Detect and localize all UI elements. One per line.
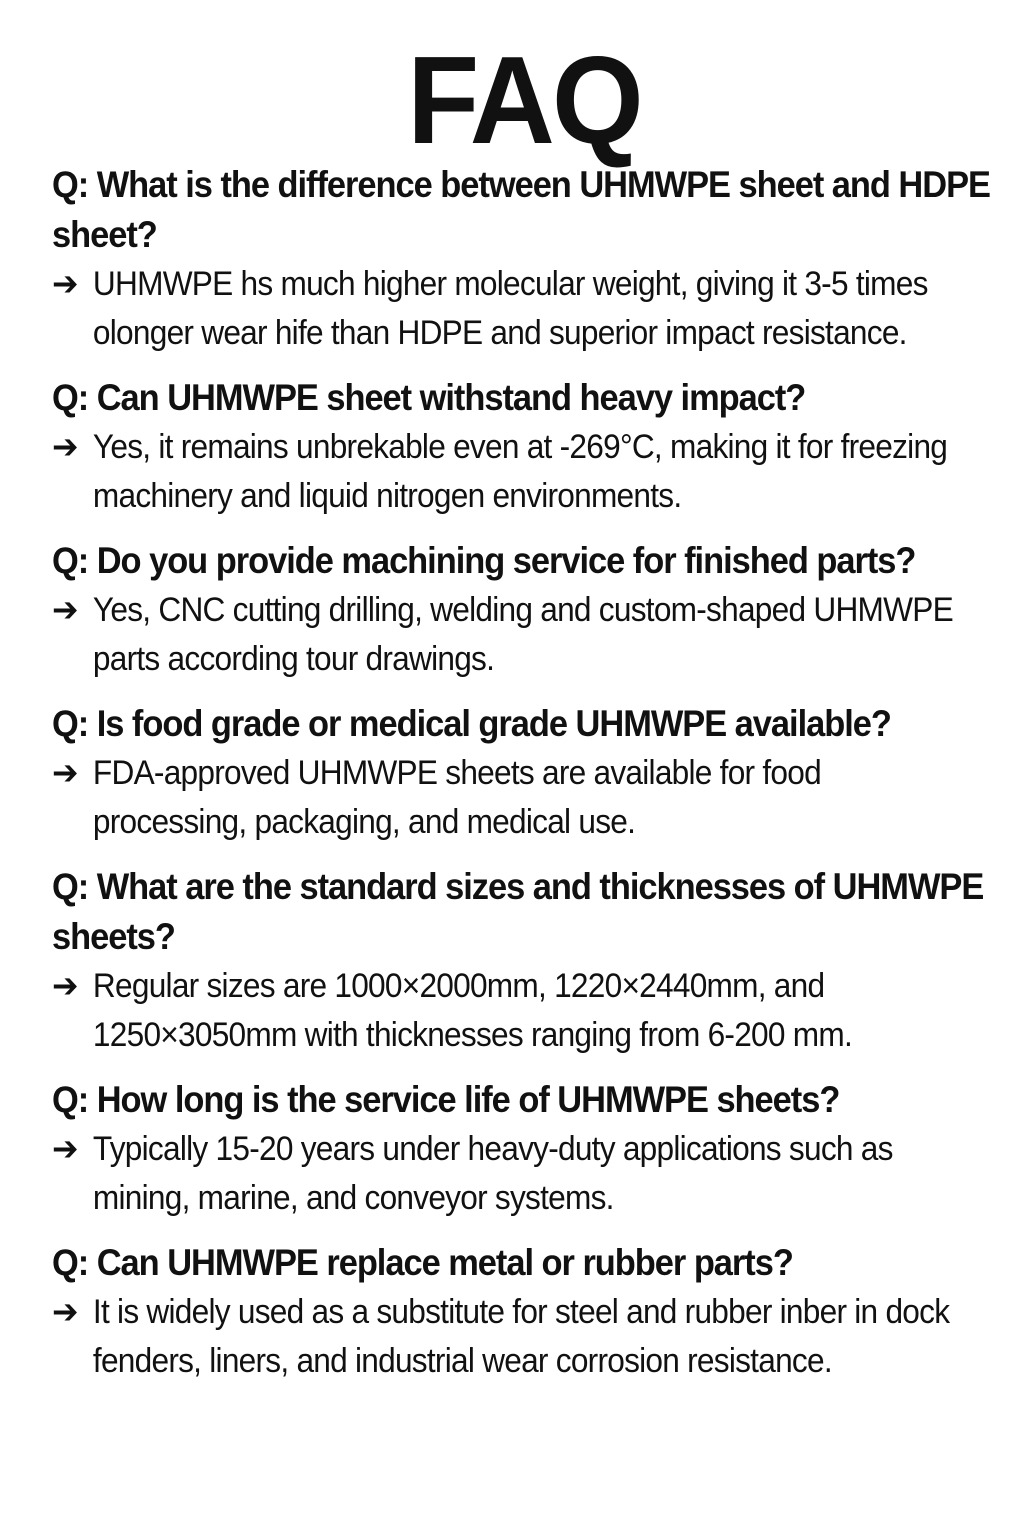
right-arrow-icon: ➔ bbox=[52, 754, 78, 792]
faq-item bbox=[52, 160, 996, 358]
faq-answer-text: Yes, CNC cutting drilling, welding and custom-shaped UHMWPE parts according tour drawings. bbox=[92, 591, 953, 678]
faq-answer bbox=[52, 260, 963, 358]
faq-item bbox=[52, 862, 996, 1060]
faq-answer-text: Typically 15-20 years under heavy-duty applications such as mining, marine, and conveyor systems. bbox=[92, 1130, 893, 1217]
faq-answer-text: FDA-approved UHMWPE sheets are available for food processing, packaging, and medical use. bbox=[92, 754, 821, 841]
faq-answer bbox=[52, 1288, 963, 1386]
right-arrow-icon: ➔ bbox=[52, 967, 78, 1005]
faq-answer-text: Regular sizes are 1000×2000mm, 1220×2440mm, and 1250×3050mm with thicknesses ranging from 6-200 mm. bbox=[92, 967, 853, 1054]
faq-answer bbox=[52, 423, 963, 521]
page-title: FAQ bbox=[407, 32, 641, 170]
faq-question: Q: What is the difference between UHMWPE sheet and HDPE sheet? bbox=[52, 164, 990, 255]
faq-list bbox=[52, 160, 996, 1386]
right-arrow-icon: ➔ bbox=[52, 591, 78, 629]
faq-item bbox=[52, 1075, 996, 1223]
faq-answer-text: UHMWPE hs much higher molecular weight, giving it 3-5 times olonger wear hife than HDPE and superior impact resistance. bbox=[92, 265, 928, 352]
faq-item bbox=[52, 699, 996, 847]
faq-answer bbox=[52, 586, 963, 684]
faq-answer bbox=[52, 749, 963, 847]
faq-question: Q: What are the standard sizes and thicknesses of UHMWPE sheets? bbox=[52, 866, 984, 957]
faq-item bbox=[52, 536, 996, 684]
faq-answer bbox=[52, 1125, 963, 1223]
faq-question: Q: Can UHMWPE replace metal or rubber parts? bbox=[52, 1242, 793, 1283]
faq-question: Q: Can UHMWPE sheet withstand heavy impact? bbox=[52, 377, 806, 418]
faq-answer-text: Yes, it remains unbrekable even at -269°C, making it for freezing machinery and liquid nitrogen environments. bbox=[92, 428, 948, 515]
right-arrow-icon: ➔ bbox=[52, 1293, 78, 1331]
right-arrow-icon: ➔ bbox=[52, 428, 78, 466]
faq-question: Q: Is food grade or medical grade UHMWPE available? bbox=[52, 703, 891, 744]
faq-item bbox=[52, 1238, 996, 1386]
right-arrow-icon: ➔ bbox=[52, 265, 78, 303]
right-arrow-icon: ➔ bbox=[52, 1130, 78, 1168]
faq-answer bbox=[52, 962, 963, 1060]
faq-answer-text: It is widely used as a substitute for steel and rubber inber in dock fenders, liners, and industrial wear corrosion resistance. bbox=[92, 1293, 950, 1380]
faq-item bbox=[52, 373, 996, 521]
faq-question: Q: Do you provide machining service for finished parts? bbox=[52, 540, 916, 581]
faq-question: Q: How long is the service life of UHMWPE sheets? bbox=[52, 1079, 840, 1120]
